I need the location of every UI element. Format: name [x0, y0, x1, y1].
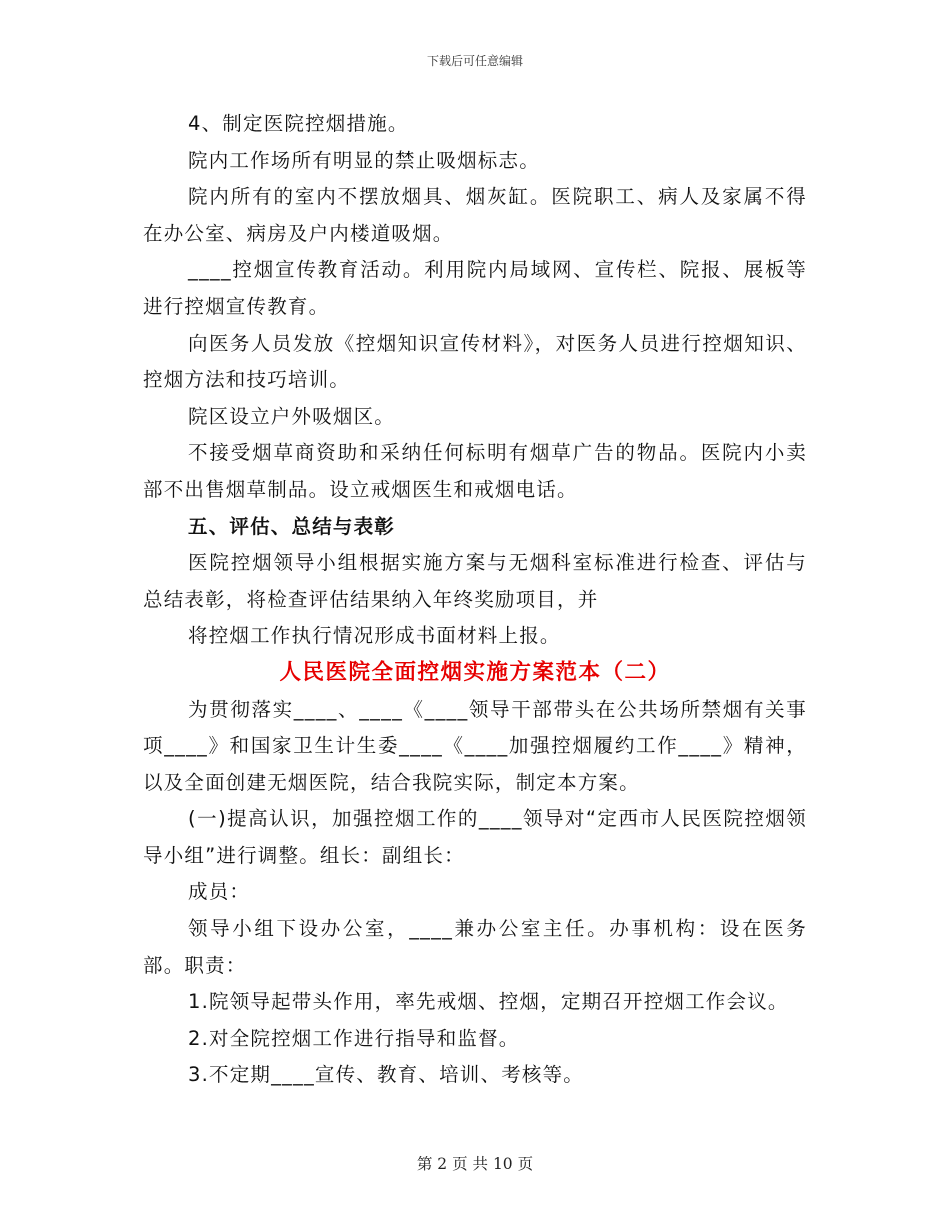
- page-number: 第 2 页 共 10 页: [416, 1155, 534, 1173]
- paragraph-members: 成员：: [188, 880, 251, 904]
- section-heading-evaluation: 五、评估、总结与表彰: [188, 514, 396, 538]
- document-title: 人民医院全面控烟实施方案范本（二）: [279, 659, 671, 685]
- paragraph-no-ashtrays: 院内所有的室内不摆放烟具、烟灰缸。医院职工、病人及家属不得在办公室、病房及户内楼道吸烟。: [143, 185, 807, 245]
- paragraph-report: 将控烟工作执行情况形成书面材料上报。: [188, 624, 561, 648]
- paragraph-education-activities: ____控烟宣传教育活动。利用院内局域网、宣传栏、院报、展板等进行控烟宣传教育。: [143, 258, 807, 318]
- paragraph-office: 领导小组下设办公室，____兼办公室主任。办事机构：设在医务部。职责：: [143, 917, 807, 977]
- paragraph-evaluation: 医院控烟领导小组根据实施方案与无烟科室标准进行检查、评估与总结表彰，将检查评估结果纳入年终奖励项目，并: [143, 551, 807, 611]
- paragraph-no-smoking-signs: 院内工作场所有明显的禁止吸烟标志。: [188, 148, 540, 172]
- list-item-duty-2: 2.对全院控烟工作进行指导和监督。: [188, 1026, 520, 1050]
- paragraph-intro: 为贯彻落实____、____《____领导干部带头在公共场所禁烟有关事项____》和国家卫生计生委____《____加强控烟履约工作____》精神，以及全面创建无烟医院，结合我院实际，制定本方案。: [143, 697, 807, 794]
- list-item-duty-3: 3.不定期____宣传、教育、培训、考核等。: [188, 1063, 585, 1087]
- paragraph-measure-4: 4、制定医院控烟措施。: [188, 112, 409, 135]
- paragraph-leadership: (一)提高认识，加强控烟工作的____领导对“定西市人民医院控烟领导小组”进行调整。组长：副组长：: [143, 807, 807, 867]
- paragraph-outdoor-area: 院区设立户外吸烟区。: [188, 404, 396, 428]
- document-body: [143, 106, 807, 1094]
- paragraph-no-sponsorship: 不接受烟草商资助和采纳任何标明有烟草广告的物品。医院内小卖部不出售烟草制品。设立戒烟医生和戒烟电话。: [143, 441, 807, 501]
- list-item-duty-1: 1.院领导起带头作用，率先戒烟、控烟，定期召开控烟工作会议。: [188, 990, 789, 1014]
- header-note: 下载后可任意编辑: [426, 54, 523, 68]
- paragraph-distribute-materials: 向医务人员发放《控烟知识宣传材料》，对医务人员进行控烟知识、控烟方法和技巧培训。: [143, 331, 807, 392]
